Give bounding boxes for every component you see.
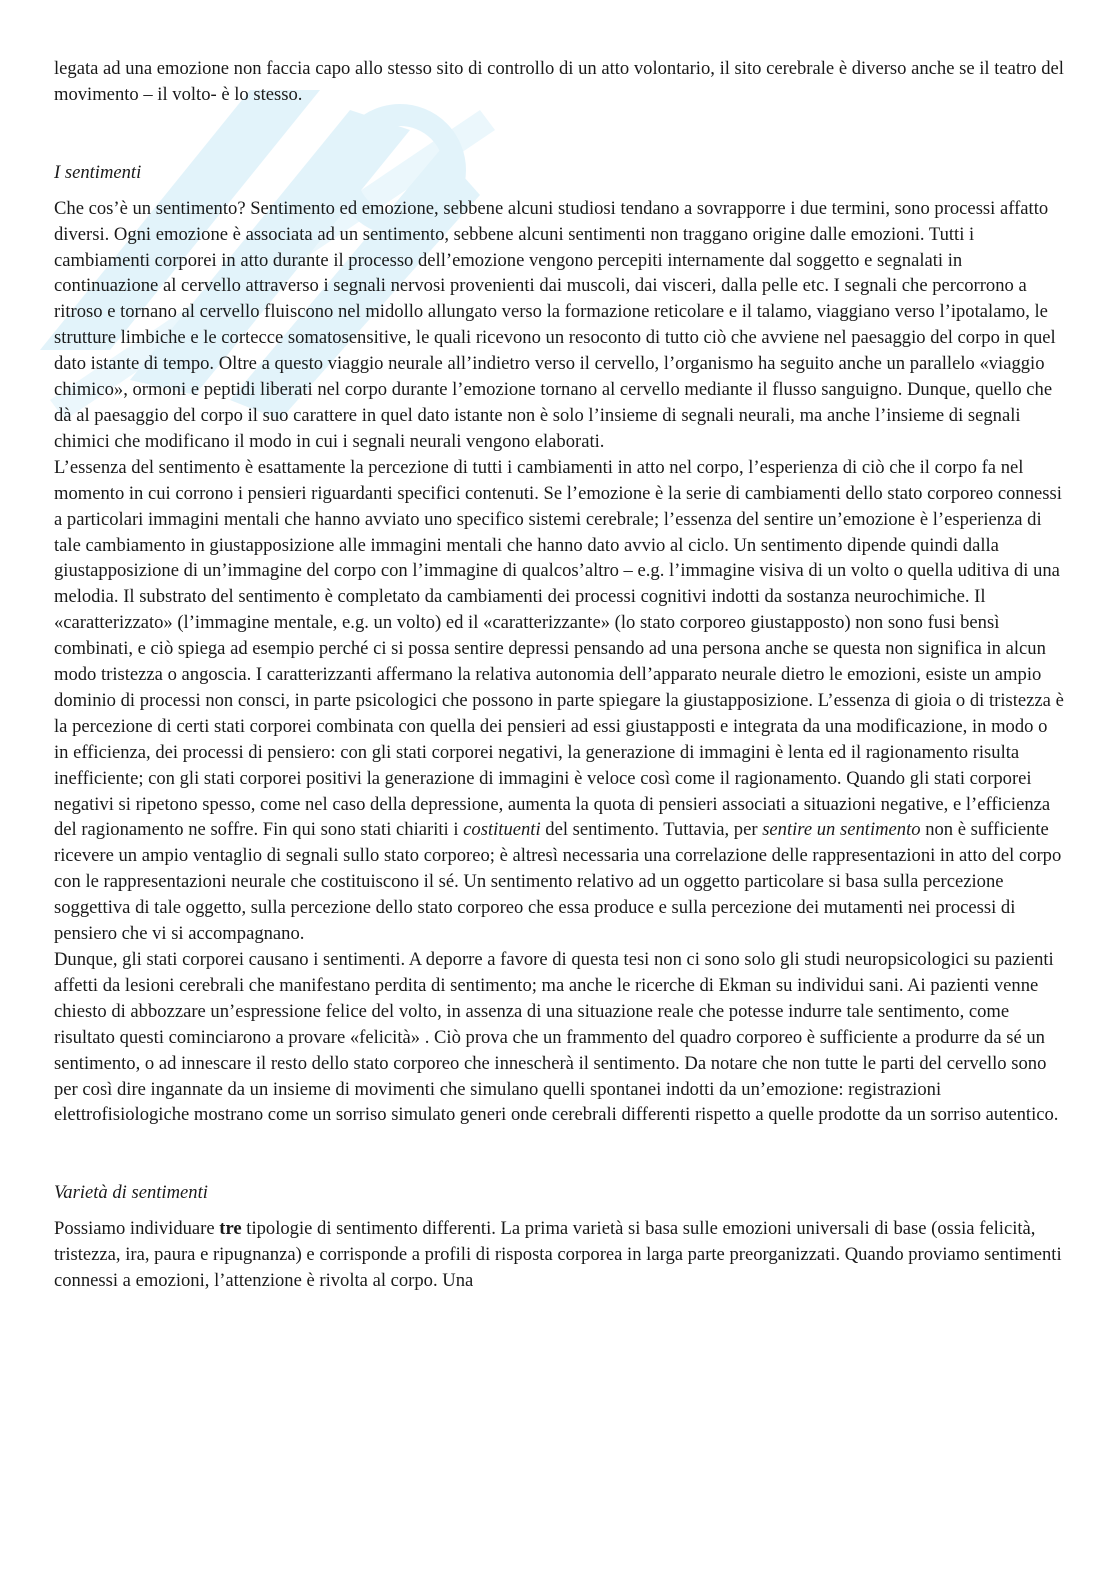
text-run: tipologie di sentimento differenti. La prima varietà si basa sulle emozioni universali di base (ossia felicità, tristezza, ira, paura e ripugnanza) e corrisponde a profili di risposta corporea in larga parte preorganizzati. Quando proviamo sentimenti connessi a emozioni, l’attenzione è rivolta al corpo. Una [54, 1218, 1062, 1292]
text-run: L’essenza del sentimento è esattamente la percezione di tutti i cambiamenti in atto nel corpo, l’esperienza di ciò che il corpo fa nel momento in cui corrono i pensieri riguardanti specifici contenuti. Se l’emozione è la serie di cambiamenti dello stato corporeo connessi a particolari immagini mentali che hanno avviato uno specifico sistemi cerebrale; l’essenza del sentire un’emozione è l’esperienza di tale cambiamento in giustapposizione alle immagini mentali che hanno dato avvio al ciclo. Un sentimento dipende quindi dalla giustapposizione di un’immagine del corpo con l’immagine di qualcos’altro – e.g. l’immagine visiva di un volto o quella uditiva di una melodia. Il substrato del sentimento è completato da cambiamenti dei processi cognitivi indotti da sostanza neurochimiche. Il «caratterizzato» (l’immagine mentale, e.g. un volto) ed il «caratterizzante» (lo stato corporeo giustapposto) non sono fusi bensì combinati, e ciò spiega ad esempio perché ci si possa sentire depressi pensando ad una persona anche se questa non significa in alcun modo tristezza o angoscia. I caratterizzanti affermano la relativa autonomia dell’apparato neurale dietro le emozioni, esiste un ampio dominio di processi non consci, in parte psicologici che possono in parte spiegare la giustapposizione. L’essenza di gioia o di tristezza è la percezione di certi stati corporei combinata con quella dei pensieri ad essi giustapposti e integrata da una modificazione, in modo o in efficienza, dei processi di pensiero: con gli stati corporei negativi, la generazione di immagini è lenta ed il ragionamento risulta inefficiente; con gli stati corporei positivi la generazione di immagini è veloce così come il ragionamento. Quando gli stati corporei negativi si ripetono spesso, come nel caso della depressione, aumenta la quota di pensieri associati a situazioni negative, e l’efficienza del ragionamento ne soffre. Fin qui sono stati chiariti i [54, 456, 1064, 841]
paragraph: Dunque, gli stati corporei causano i sentimenti. A deporre a favore di questa tesi non ci sono solo gli studi neuropsicologici su pazienti affetti da lesioni cerebrali che manifestano perdita di sentimento; ma anche le ricerche di Ekman su individui sani. Ai pazienti venne chiesto di abbozzare un’espressione felice del volto, in assenza di una situazione reale che potesse indurre tale sentimento, come risultato questi cominciarono a provare «felicità» . Ciò prova che un frammento del quadro corporeo è sufficiente a produrre da sé un sentimento, o ad innescare il resto dello stato corporeo che innescherà il sentimento. Da notare che non tutte le parti del cervello sono per così dire ingannate da un insieme di movimenti che simulano quelli spontanei indotti da un’emozione: registrazioni elettrofisiologiche mostrano come un sorriso simulato generi onde cerebrali differenti rispetto a quelle prodotte da un sorriso autentico. [54, 949, 1059, 1126]
paragraph: Che cos’è un sentimento? Sentimento ed emozione, sebbene alcuni studiosi tendano a sovrapporre i due termini, sono processi affatto diversi. Ogni emozione è associata ad un sentimento, sebbene alcuni sentimenti non traggano origine dalle emozioni. Tutti i cambiamenti corporei in atto durante il processo dell’emozione vengono percepiti internamente dal soggetto e segnalati in continuazione al cervello attraverso i segnali nervosi provenienti dai muscoli, dai visceri, dalla pelle etc. I segnali che percorrono a ritroso e tornano al cervello fluiscono nel midollo allungato verso la formazione reticolare e il talamo, viaggiano verso l’ipotalamo, le strutture limbiche e le cortecce somatosensitive, le quali ricevono un resoconto di tutto ciò che avviene nel paesaggio del corpo in quel dato istante di tempo. Oltre a questo viaggio neurale all’indietro verso il cervello, l’organismo ha seguito anche un parallelo «viaggio chimico», ormoni e peptidi liberati nel corpo durante l’emozione tornano al cervello mediante il flusso sanguigno. Dunque, quello che dà al paesaggio del corpo il suo carattere in quel dato istante non è solo l’insieme di segnali neurali, ma anche l’insieme di segnali chimici che modificano il modo in cui i segnali neurali vengono elaborati. [54, 197, 1056, 452]
bold-text: tre [219, 1218, 242, 1240]
text-run: non è sufficiente ricevere un ampio ventaglio di segnali sullo stato corporeo; è altresì necessaria una correlazione delle rappresentazioni in atto del corpo con le rappresentazioni neurale che costituiscono il sé. Un sentimento relativo ad un oggetto particolare si basa sulla percezione soggettiva di tale oggetto, sulla percezione dello stato corporeo che essa produce e sulla percezione dei mutamenti nei processi di pensiero che vi si accompagnano. [54, 819, 1062, 945]
paragraph [54, 1216, 1066, 1294]
paragraph [54, 455, 1066, 947]
spacer [54, 186, 1066, 196]
intro-paragraph: legata ad una emozione non faccia capo allo stesso sito di controllo di un atto volontario, il sito cerebrale è diverso anche se il teatro del movimento – il volto- è lo stesso. [54, 58, 1064, 105]
document-page [54, 56, 1066, 1294]
spacer [54, 1206, 1066, 1216]
emphasis-text: sentire un sentimento [762, 819, 921, 841]
section-heading-varieta: Varietà di sentimenti [54, 1182, 208, 1204]
spacer [54, 108, 1066, 160]
text-run: Possiamo individuare [54, 1218, 220, 1240]
text-run: del sentimento. Tuttavia, per [540, 819, 763, 841]
spacer [54, 1128, 1066, 1180]
emphasis-text: costituenti [463, 819, 541, 841]
section-heading-sentimenti: I sentimenti [54, 161, 142, 183]
